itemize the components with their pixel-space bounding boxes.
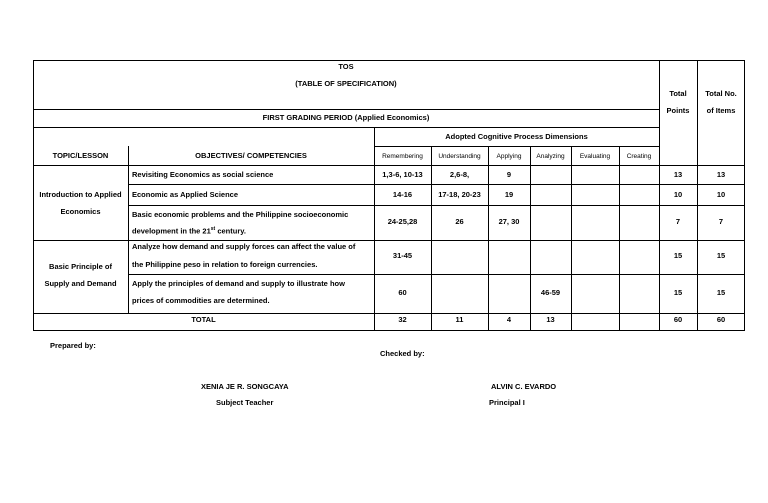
cell-r1-points: 13 [673,170,683,179]
objective-row-4-line2: the Philippine peso in relation to foreign currencies. [132,260,318,269]
objective-row-3-line2: development in the 21st century. [132,226,246,236]
column-objectives: OBJECTIVES/ COMPETENCIES [195,151,307,160]
cell-r5-remembering: 60 [398,288,407,297]
column-analyzing: Analyzing [536,153,565,160]
topic-supply-demand-line1: Basic Principle of [49,262,112,271]
total-remembering: 32 [398,315,407,324]
cell-r4-items: 15 [716,251,726,260]
cell-r2-applying: 19 [504,190,514,199]
cell-r1-remembering: 1,3-6, 10-13 [382,170,423,179]
cell-r2-remembering: 14-16 [392,190,413,199]
cell-r1-understanding: 2,6-8, [449,170,470,179]
cognitive-dimensions-header: Adopted Cognitive Process Dimensions [445,132,588,141]
total-items-header-line2: of Items [706,106,736,115]
objective-row-5-line2: prices of commodities are determined. [132,296,270,305]
column-applying: Applying [496,153,522,160]
cell-r3-applying: 27, 30 [498,217,520,226]
cell-r3-understanding: 26 [455,217,464,226]
cell-r2-points: 10 [673,190,683,199]
column-remembering: Remembering [382,153,423,160]
cell-r2-understanding: 17-18, 20-23 [438,190,481,199]
total-label: TOTAL [191,315,216,324]
objective-row-3-line1: Basic economic problems and the Philippine socioeconomic [132,210,349,219]
objective-row-2: Economic as Applied Science [132,190,239,199]
cell-r4-points: 15 [673,251,683,260]
total-points: 60 [673,315,683,324]
total-points-header-line2: Points [666,106,690,115]
title-tos: TOS [338,62,354,71]
cell-r3-points: 7 [675,217,681,226]
checker-name: ALVIN C. EVARDO [491,382,557,391]
column-understanding: Understanding [438,153,481,160]
cell-r2-items: 10 [716,190,726,199]
checked-by-label: Checked by: [380,349,425,358]
prepared-by-label: Prepared by: [50,341,96,350]
cell-r4-remembering: 31-45 [392,251,413,260]
topic-intro-line2: Economics [60,207,101,216]
column-evaluating: Evaluating [579,153,611,160]
column-creating: Creating [626,153,652,160]
preparer-name: XENIA JE R. SONGCAYA [201,382,289,391]
cell-r3-items: 7 [718,217,724,226]
column-topic-lesson: TOPIC/LESSON [52,151,109,160]
cell-r3-remembering: 24-25,28 [387,217,418,226]
objective-row-4-line1: Analyze how demand and supply forces can affect the value of [132,242,356,251]
objective-row-1: Revisiting Economics as social science [132,170,274,179]
checker-role: Principal I [489,398,525,407]
title-table-of-specification: (TABLE OF SPECIFICATION) [295,79,397,88]
topic-intro-line1: Introduction to Applied [39,190,122,199]
cell-r5-points: 15 [673,288,683,297]
cell-r1-applying: 9 [506,170,512,179]
preparer-role: Subject Teacher [216,398,274,407]
total-items-header-line1: Total No. [705,89,737,98]
cell-r1-items: 13 [716,170,726,179]
grading-period: FIRST GRADING PERIOD (Applied Economics) [262,113,430,122]
objective-row-5-line1: Apply the principles of demand and supply to illustrate how [132,279,345,288]
total-items: 60 [716,315,726,324]
cell-r5-analyzing: 46-59 [540,288,561,297]
total-applying: 4 [506,315,512,324]
total-analyzing: 13 [546,315,555,324]
total-understanding: 11 [455,315,464,324]
total-points-header-line1: Total [669,89,687,98]
topic-supply-demand-line2: Supply and Demand [44,279,117,288]
cell-r5-items: 15 [716,288,726,297]
